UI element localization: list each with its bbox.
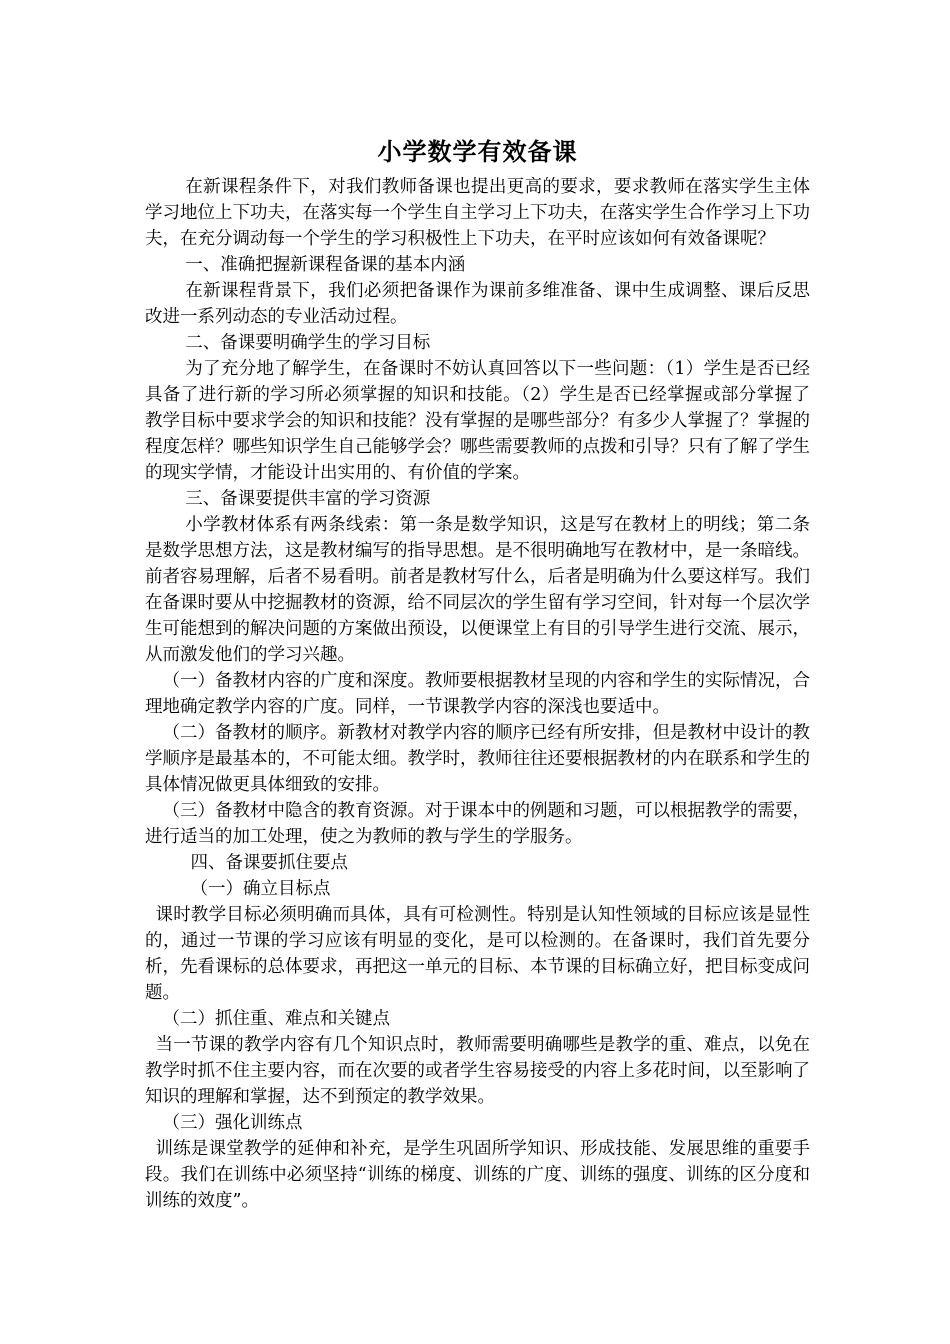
subsection-heading-4-3: （三）强化训练点 <box>162 1113 303 1133</box>
section-heading-2: 二、备课要明确学生的学习目标 <box>185 333 431 353</box>
section-heading-1: 一、准确把握新课程备课的基本内涵 <box>185 255 466 275</box>
section-heading-3: 三、备课要提供丰富的学习资源 <box>185 489 431 509</box>
document-title: 小学数学有效备课 <box>377 138 578 166</box>
section-heading-4: 四、备课要抓住要点 <box>190 853 348 873</box>
document-page <box>145 132 810 1214</box>
subsection-heading-4-2: （二）抓住重、难点和关键点 <box>162 1009 390 1029</box>
subsection-heading-4-1: （一）确立目标点 <box>190 879 331 899</box>
intro-paragraph: 在新课程条件下，对我们教师备课也提出更高的要求，要求教师在落实学生主体学习地位上下功夫，在落实每一个学生自主学习上下功夫，在落实学生合作学习上下功夫，在充分调动每一个学生的学习积极性上下功夫，在平时应该如何有效备课呢？ <box>145 177 810 249</box>
section-3-item-2: （二）备教材的顺序。新教材对教学内容的顺序已经有所安排，但是教材中设计的教学顺序是最基本的，不可能太细。教学时，教师往往还要根据教材的内在联系和学生的具体情况做更具体细致的安排。 <box>145 723 810 795</box>
subsection-4-3-paragraph: 训练是课堂教学的延伸和补充，是学生巩固所学知识、形成技能、发展思维的重要手段。我们在训练中必须坚持“训练的梯度、训练的广度、训练的强度、训练的区分度和训练的效度”。 <box>145 1139 810 1211</box>
section-3-item-1: （一）备教材内容的广度和深度。教师要根据教材呈现的内容和学生的实际情况，合理地确定教学内容的广度。同样，一节课教学内容的深浅也要适中。 <box>145 671 810 717</box>
section-3-item-3: （三）备教材中隐含的教育资源。对于课本中的例题和习题，可以根据教学的需要，进行适当的加工处理，使之为教师的教与学生的学服务。 <box>145 801 810 847</box>
subsection-4-1-paragraph: 课时教学目标必须明确而具体，具有可检测性。特别是认知性领域的目标应该是显性的，通过一节课的学习应该有明显的变化，是可以检测的。在备课时，我们首先要分析，先看课标的总体要求，再把这一单元的目标、本节课的目标确立好，把目标变成问题。 <box>145 905 810 1003</box>
section-1-paragraph: 在新课程背景下，我们必须把备课作为课前多维准备、课中生成调整、课后反思改进一系列动态的专业活动过程。 <box>145 281 810 327</box>
section-2-paragraph: 为了充分地了解学生，在备课时不妨认真回答以下一些问题：（1）学生是否已经具备了进行新的学习所必须掌握的知识和技能。（2）学生是否已经掌握或部分掌握了教学目标中要求学会的知识和技能？没有掌握的是哪些部分？有多少人掌握了？掌握的程度怎样？哪些知识学生自己能够学会？哪些需要教师的点拨和引导？只有了解了学生的现实学情，才能设计出实用的、有价值的学案。 <box>145 359 810 483</box>
subsection-4-2-paragraph: 当一节课的教学内容有几个知识点时，教师需要明确哪些是教学的重、难点，以免在教学时抓不住主要内容，而在次要的或者学生容易接受的内容上多花时间，以至影响了知识的理解和掌握，达不到预定的教学效果。 <box>145 1035 810 1107</box>
section-3-paragraph: 小学教材体系有两条线索：第一条是数学知识，这是写在教材上的明线；第二条是数学思想方法，这是教材编写的指导思想。是不很明确地写在教材中，是一条暗线。前者容易理解，后者不易看明。前者是教材写什么，后者是明确为什么要这样写。我们在备课时要从中挖掘教材的资源，给不同层次的学生留有学习空间，针对每一个层次学生可能想到的解决问题的方案做出预设，以便课堂上有目的引导学生进行交流、展示，从而激发他们的学习兴趣。 <box>145 515 810 665</box>
